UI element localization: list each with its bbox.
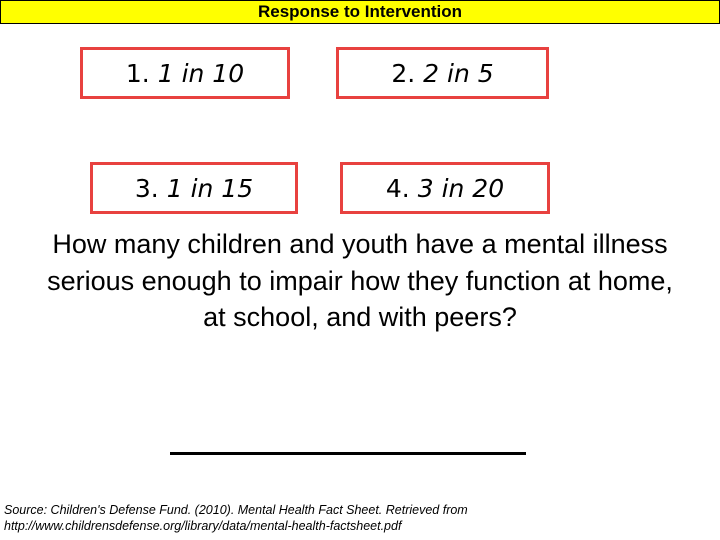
choice-value: 3 in 20	[417, 173, 505, 203]
source-line-1: Source: Children's Defense Fund. (2010). Mental Health Fact Sheet. Retrieved from	[4, 503, 468, 517]
choice-box-4[interactable]	[340, 162, 550, 214]
page-title-text: Response to Intervention	[257, 2, 463, 21]
answer-blank-line	[170, 452, 526, 455]
choice-value: 1 in 15	[166, 173, 254, 203]
source-citation	[4, 502, 704, 534]
choice-number: 3.	[134, 173, 159, 203]
choice-value: 1 in 10	[157, 58, 245, 88]
choice-number: 2.	[391, 58, 416, 88]
page-title	[0, 0, 720, 24]
choice-number: 1.	[125, 58, 150, 88]
choice-box-1[interactable]	[80, 47, 290, 99]
question-text: How many children and youth have a mental illness serious enough to impair how they function at home, at school, and with peers?	[47, 229, 673, 332]
choice-number: 4.	[385, 173, 410, 203]
source-line-2: http://www.childrensdefense.org/library/data/mental-health-factsheet.pdf	[4, 519, 402, 533]
choice-box-2[interactable]	[336, 47, 549, 99]
choice-box-3[interactable]	[90, 162, 298, 214]
choice-value: 2 in 5	[423, 58, 494, 88]
